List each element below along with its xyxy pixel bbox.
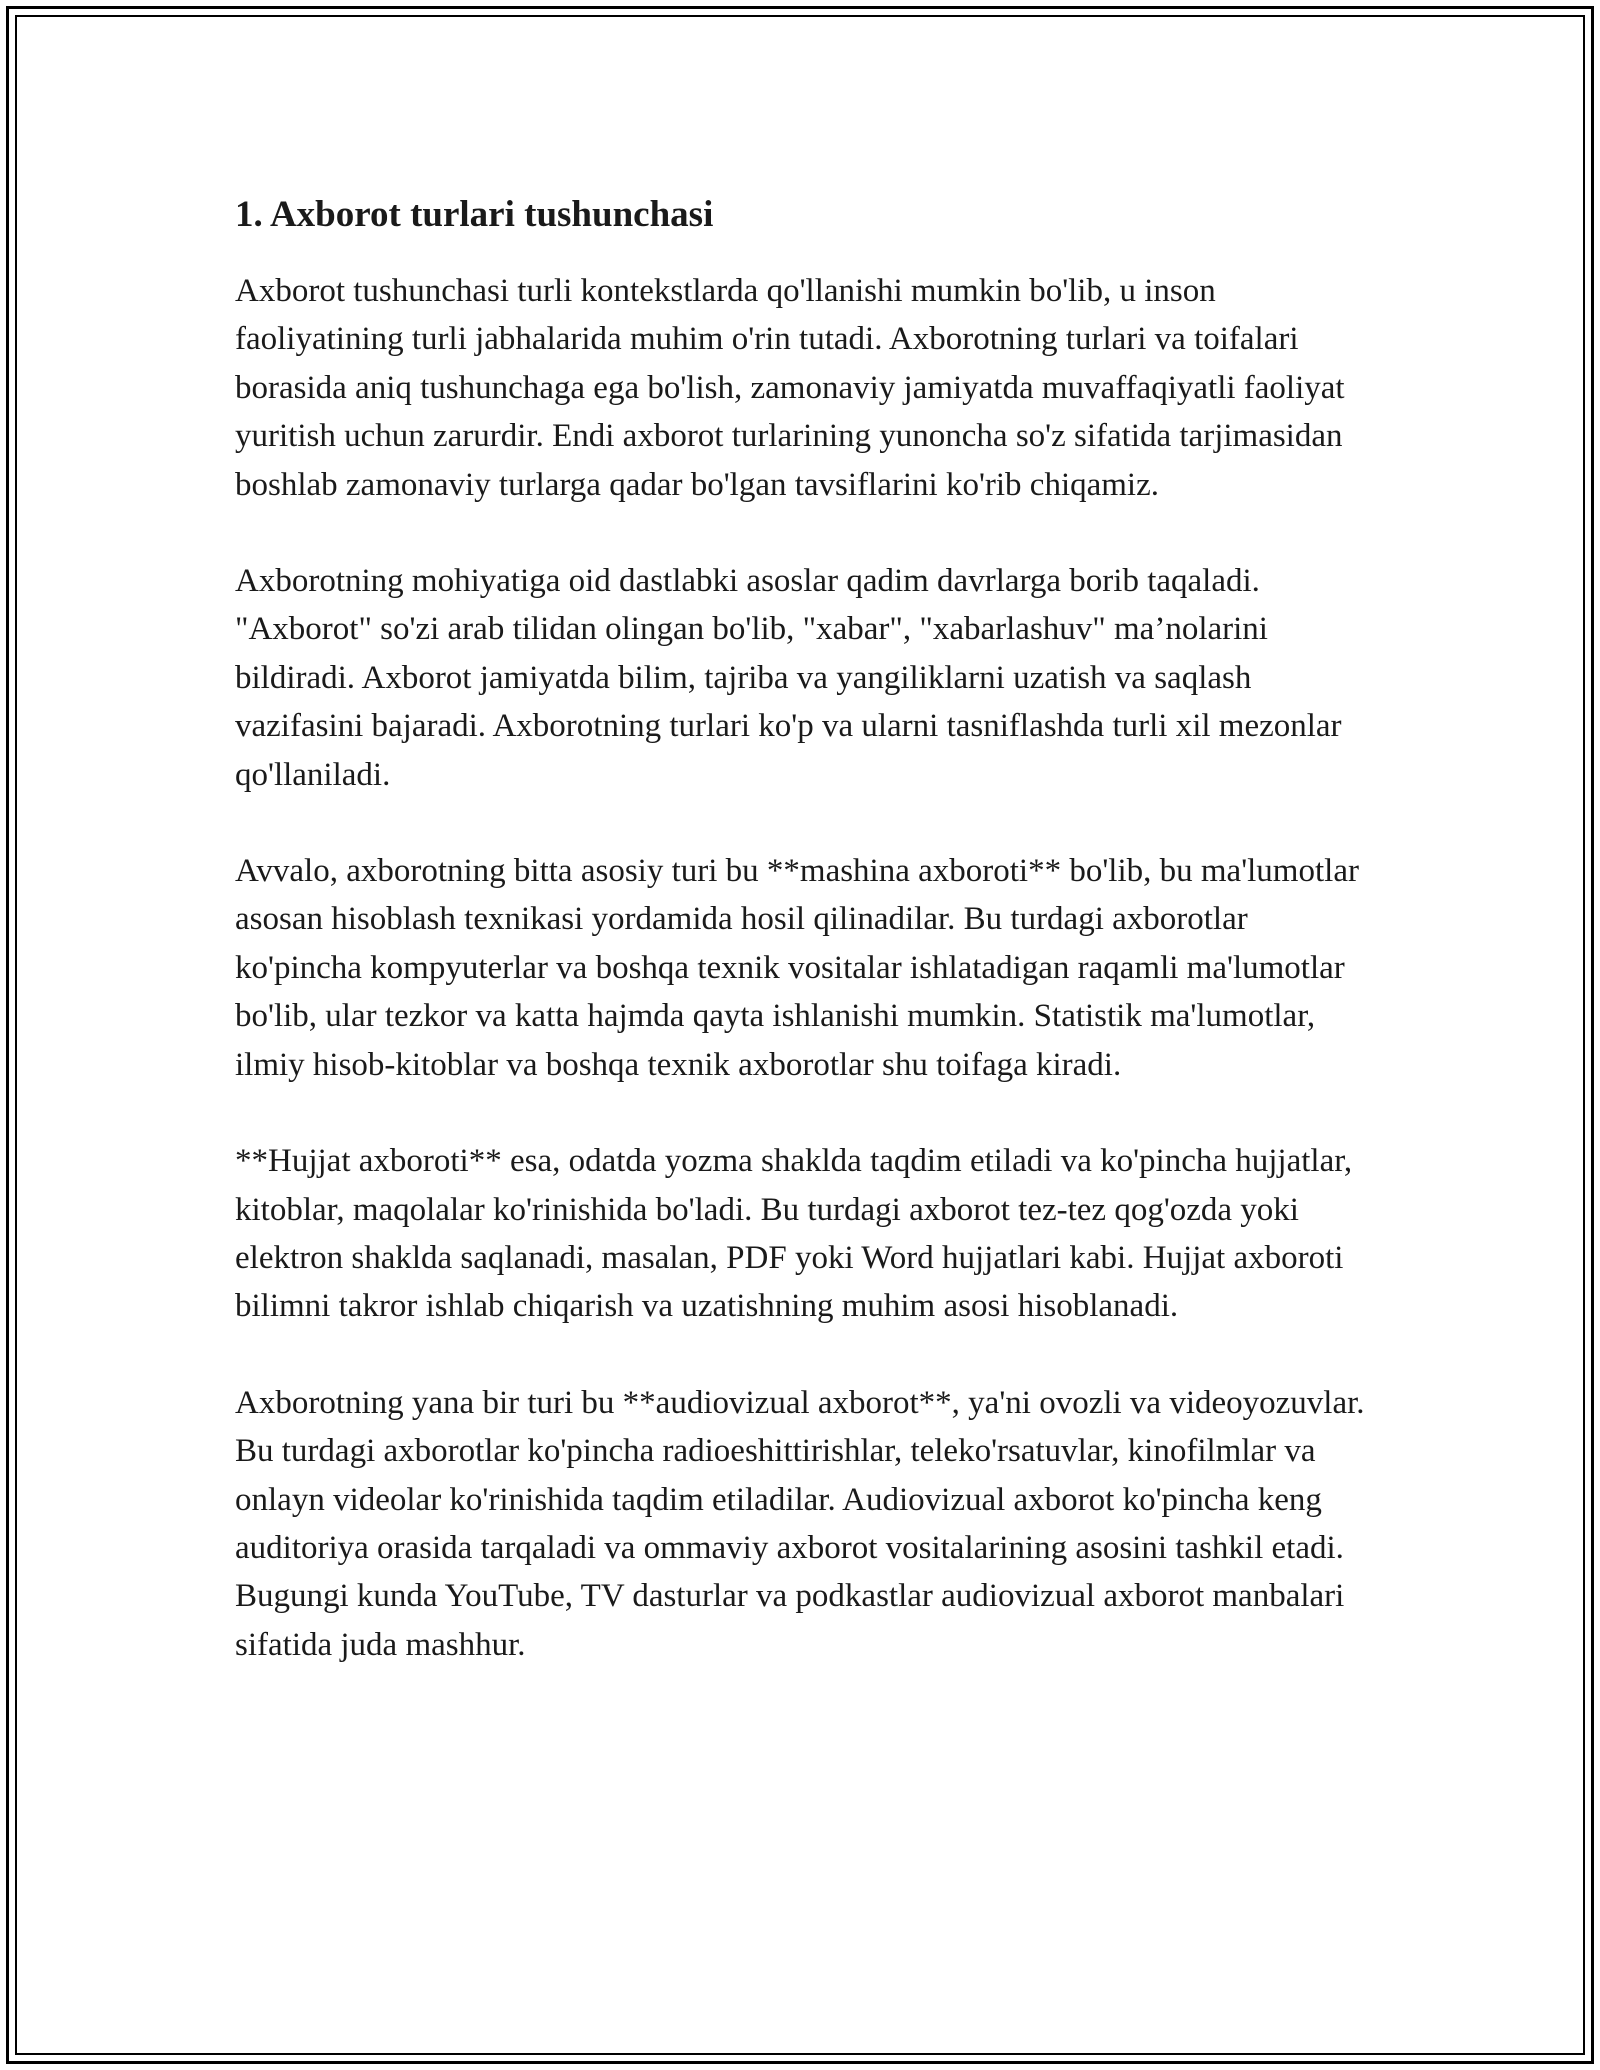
paragraph-audiovisual-info: Axborotning yana bir turi bu **audiovizual axborot**, ya'ni ovozli va videoyozuvlar. Bu turdagi axborotlar ko'pincha radioeshittirishlar, teleko'rsatuvlar, kinofilmlar va onlayn videolar ko'rinishida taqdim etiladilar. Audiovizual axborot ko'pincha keng auditoriya orasida tarqaladi va ommaviy axborot vositalarining asosini tashkil etadi. Bugungi kunda YouTube, TV dasturlar va podkastlar audiovizual axborot manbalari sifatida juda mashhur. bbox=[235, 1384, 1365, 1663]
paragraph-intro: Axborot tushunchasi turli kontekstlarda qo'llanishi mumkin bo'lib, u inson faoliyatining turli jabhalarida muhim o'rin tutadi. Axborotning turlari va toifalari borasida aniq tushunchaga ega bo'lish, zamonaviy jamiyatda muvaffaqiyatli faoliyat yuritish uchun zarurdir. Endi axborot turlarining yunoncha so'z sifatida tarjimasidan boshlab zamonaviy turlarga qadar bo'lgan tavsiflarini ko'rib chiqamiz. bbox=[235, 273, 1345, 503]
paragraph-machine-info: Avvalo, axborotning bitta asosiy turi bu **mashina axboroti** bo'lib, bu ma'lumotlar asosan hisoblash texnikasi yordamida hosil qilinadilar. Bu turdagi axborotlar ko'pincha kompyuterlar va boshqa texnik vositalar ishlatadigan raqamli ma'lumotlar bo'lib, ular tezkor va katta hajmda qayta ishlanishi mumkin. Statistik ma'lumotlar, ilmiy hisob-kitoblar va boshqa texnik axborotlar shu toifaga kiradi. bbox=[235, 853, 1359, 1083]
section-heading: 1. Axborot turlari tushunchasi bbox=[235, 194, 714, 235]
document-body bbox=[235, 185, 1375, 1717]
paragraph-origins: Axborotning mohiyatiga oid dastlabki asoslar qadim davrlarga borib taqaladi. "Axborot" so'zi arab tilidan olingan bo'lib, "xabar", "xabarlashuv" ma’nolarini bildiradi. Axborot jamiyatda bilim, tajriba va yangiliklarni uzatish va saqlash vazifasini bajaradi. Axborotning turlari ko'p va ularni tasniflashda turli xil mezonlar qo'llaniladi. bbox=[235, 563, 1342, 793]
paragraph-document-info: **Hujjat axboroti** esa, odatda yozma shaklda taqdim etiladi va ko'pincha hujjatlar, kitoblar, maqolalar ko'rinishida bo'ladi. Bu turdagi axborot tez-tez qog'ozda yoki elektron shaklda saqlanadi, masalan, PDF yoki Word hujjatlari kabi. Hujjat axboroti bilimni takror ishlab chiqarish va uzatishning muhim asosi hisoblanadi. bbox=[235, 1143, 1353, 1325]
